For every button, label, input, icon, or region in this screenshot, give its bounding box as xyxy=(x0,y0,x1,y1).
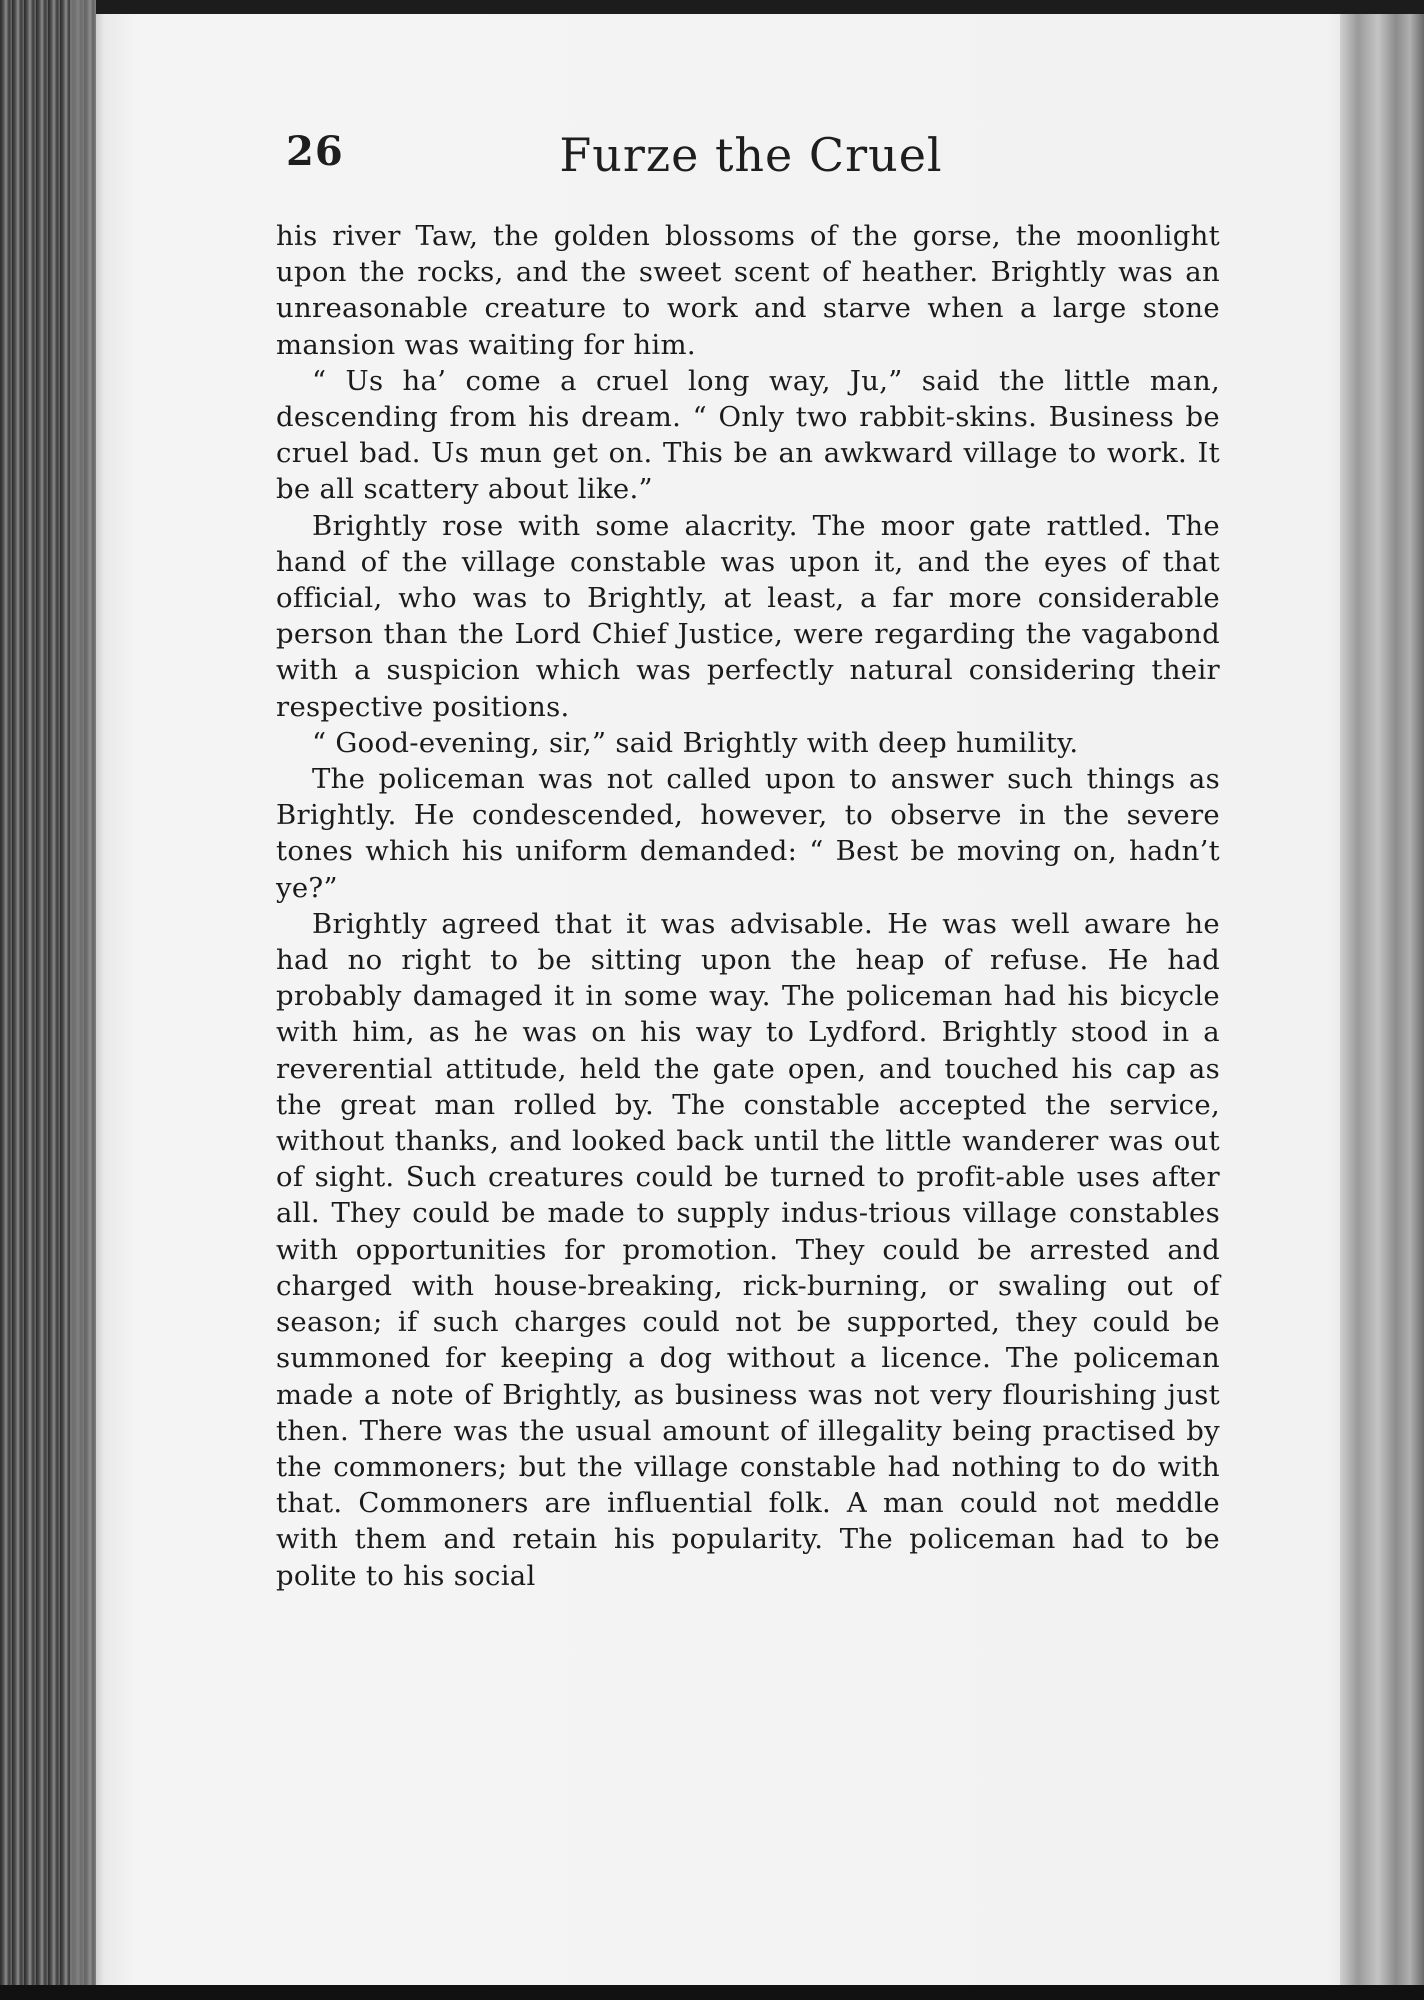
paragraph: “ Us ha’ come a cruel long way, Ju,” said the little man, descending from his dream. “ Only two rabbit-skins. Business be cruel bad. Us mun get on. This be an awkward village to work. It be all scattery about like.” xyxy=(276,364,1220,506)
body-text xyxy=(276,218,1220,1594)
paragraph: The policeman was not called upon to answer such things as Brightly. He condescended, however, to observe in the severe tones which his uniform demanded: “ Best be moving on, hadn’t ye?” xyxy=(276,763,1220,904)
running-header xyxy=(286,128,1216,188)
paragraph: “ Good-evening, sir,” said Brightly with deep humility. xyxy=(312,726,1079,759)
scan-top-border xyxy=(96,0,1424,14)
paragraph: Brightly agreed that it was advisable. He was well aware he had no right to be sitting upon the heap of refuse. He had probably damaged it in some way. The policeman had his bicycle with him, as he was on his way to Lydford. Brightly stood in a reverential attitude, held the gate open, and touched his cap as the great man rolled by. The constable accepted the service, without thanks, and looked back until the little wanderer was out of sight. Such creatures could be turned to profit-able uses after all. They could be made to supply indus-trious village constables with opportunities for promotion. They could be arrested and charged with house-breaking, rick-burning, or swaling out of season; if such charges could not be supported, they could be summoned for keeping a dog without a licence. The policeman made a note of Brightly, as business was not very flourishing just then. There was the usual amount of illegality being practised by the commoners; but the village constable had nothing to do with that. Commoners are influential folk. A man could not meddle with them and retain his popularity. The policeman had to be polite to his social xyxy=(276,907,1220,1592)
running-title: Furze the Cruel xyxy=(559,128,943,182)
page-number: 26 xyxy=(286,128,344,175)
book-binding-edge xyxy=(1340,0,1424,1985)
paragraph: Brightly rose with some alacrity. The moor gate rattled. The hand of the village constable was upon it, and the eyes of that official, who was to Brightly, at least, a far more considerable person than the Lord Chief Justice, were regarding the vagabond with a suspicion which was perfectly natural considering their respective positions. xyxy=(276,509,1220,723)
scan-bottom-border xyxy=(0,1985,1424,2000)
gutter-shadow xyxy=(70,0,104,1985)
paragraph: his river Taw, the golden blossoms of the gorse, the moonlight upon the rocks, and the sweet scent of heather. Brightly was an unreasonable creature to work and starve when a large stone mansion was waiting for him. xyxy=(276,220,1220,361)
